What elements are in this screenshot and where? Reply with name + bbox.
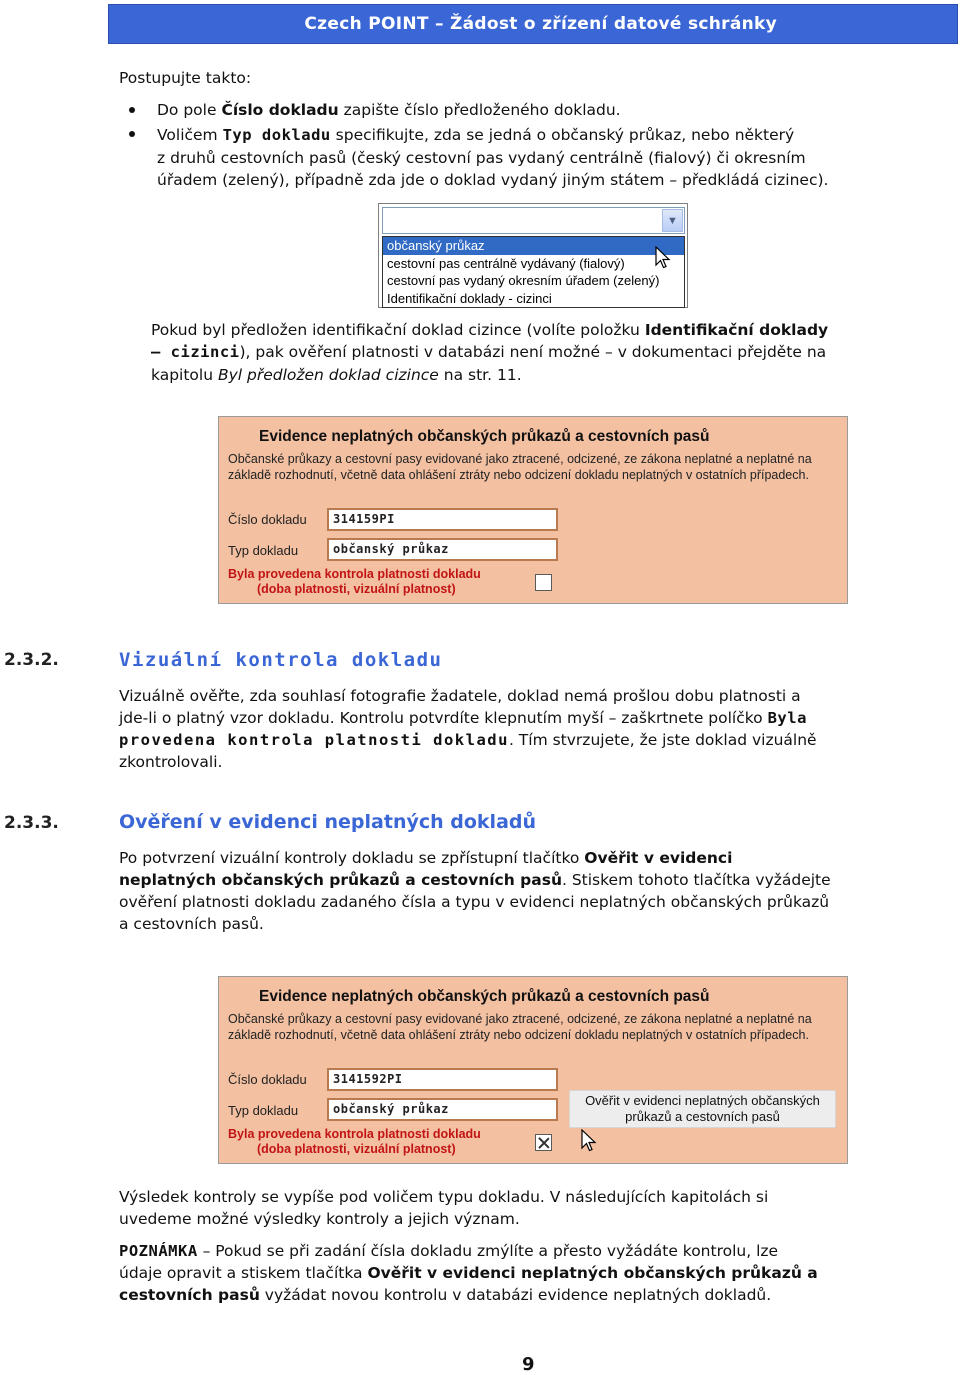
foreign-note-line1: Pokud byl předložen identifikační doklad cizince (volíte položku Identifikační doklady xyxy=(151,321,829,339)
intro-bullet-2: Voličem Typ dokladu specifikujte, zda se jedná o občanský průkaz, nebo některý xyxy=(157,126,795,144)
foreign-note-line3: kapitolu Byl předložen doklad cizince na str. 11. xyxy=(151,366,522,384)
mouse-cursor-icon xyxy=(581,1129,597,1153)
validity-checkbox-checked[interactable] xyxy=(535,1134,552,1151)
section233-line1: Po potvrzení vizuální kontroly dokladu se zpřístupní tlačítko Ověřit v evidenci xyxy=(119,849,733,867)
evidence-form-panel-1 xyxy=(218,416,848,604)
page-number: 9 xyxy=(522,1354,535,1375)
doc-type-select[interactable]: občanský průkaz xyxy=(327,1098,558,1121)
note-line1: POZNÁMKA – Pokud se při zadání čísla dokladu zmýlíte a přesto vyžádáte kontrolu, lze xyxy=(119,1242,779,1260)
section-number: 2.3.2. xyxy=(4,650,59,670)
note-line3: cestovních pasů vyžádat novou kontrolu v databázi evidence neplatných dokladů. xyxy=(119,1286,772,1304)
doc-number-input[interactable]: 314159PI xyxy=(327,508,558,531)
validity-check-label-line2: (doba platnosti, vizuální platnost) xyxy=(257,1142,456,1156)
result-line1: Výsledek kontroly se vypíše pod voličem typu dokladu. V následujících kapitolách si xyxy=(119,1188,769,1206)
section-title: Vizuální kontrola dokladu xyxy=(119,649,443,671)
doc-type-label: Typ dokladu xyxy=(228,543,299,558)
evidence-form-panel-2 xyxy=(218,976,848,1164)
validity-check-label-line1: Byla provedena kontrola platnosti dokladu xyxy=(228,567,481,581)
bullet-dot xyxy=(129,131,135,137)
option-item[interactable]: cestovní pas vydaný okresním úřadem (zelený) xyxy=(387,273,660,288)
mouse-cursor-icon xyxy=(655,246,671,270)
chevron-down-icon[interactable]: ▼ xyxy=(662,209,683,232)
doc-type-dropdown-screenshot xyxy=(378,203,688,308)
doc-number-label: Číslo dokladu xyxy=(228,512,307,527)
validity-check-label-line1: Byla provedena kontrola platnosti dokladu xyxy=(228,1127,481,1141)
intro-lead: Postupujte takto: xyxy=(119,69,252,87)
option-item[interactable]: Identifikační doklady - cizinci xyxy=(387,290,552,306)
section232-line3: provedena kontrola platnosti dokladu. Tím stvrzujete, že jste doklad vizuálně xyxy=(119,731,817,749)
section-number: 2.3.3. xyxy=(4,813,59,833)
panel-description: Občanské průkazy a cestovní pasy evidované jako ztracené, odcizené, ze zákona neplatné a neplatné na základě rozhodnutí, včetně data ohlášení ztráty nebo odcizení dokladu neplatných v ostatních případech. xyxy=(228,452,812,482)
doc-type-label: Typ dokladu xyxy=(228,1103,299,1118)
intro-bullet-2-line3: úřadem (zelený), případně zda jde o doklad vydaný jiným státem – předkládá cizinec). xyxy=(157,171,829,189)
section232-line2: jde-li o platný vzor dokladu. Kontrolu potvrdíte klepnutím myší – zaškrtnete políčko Byla xyxy=(119,709,807,727)
doc-type-options xyxy=(382,236,685,308)
panel-title: Evidence neplatných občanských průkazů a cestovních pasů xyxy=(259,428,710,445)
foreign-note-line2: – cizinci), pak ověření platnosti v databázi není možné – v dokumentaci přejděte na xyxy=(151,343,827,361)
section232-line1: Vizuálně ověřte, zda souhlasí fotografie žadatele, doklad nemá prošlou dobu platnosti a xyxy=(119,687,801,705)
verify-in-registry-button[interactable]: Ověřit v evidenci neplatných občanských průkazů a cestovních pasů xyxy=(569,1090,836,1128)
section232-line4: zkontrolovali. xyxy=(119,753,223,771)
section233-line2: neplatných občanských průkazů a cestovních pasů. Stiskem tohoto tlačítka vyžádejte xyxy=(119,871,831,889)
page-header xyxy=(108,4,958,44)
intro-bullet-1: Do pole Číslo dokladu zapište číslo předloženého dokladu. xyxy=(157,101,621,119)
note-label: POZNÁMKA xyxy=(119,1242,198,1260)
section233-line3: ověření platnosti dokladu zadaného čísla a typu v evidenci neplatných občanských průkazů xyxy=(119,893,830,911)
intro-bullet-2-line2: z druhů cestovních pasů (český cestovní pas vydaný centrálně (fialový) či okresním xyxy=(157,149,806,167)
doc-type-select[interactable]: občanský průkaz xyxy=(327,538,558,561)
validity-check-label-line2: (doba platnosti, vizuální platnost) xyxy=(257,582,456,596)
option-item[interactable]: cestovní pas centrálně vydávaný (fialový) xyxy=(387,255,625,271)
section-title: Ověření v evidenci neplatných dokladů xyxy=(119,811,537,833)
validity-checkbox[interactable] xyxy=(535,574,552,591)
panel-title: Evidence neplatných občanských průkazů a cestovních pasů xyxy=(259,988,710,1005)
note-line2: údaje opravit a stiskem tlačítka Ověřit v evidenci neplatných občanských průkazů a xyxy=(119,1264,818,1282)
doc-number-label: Číslo dokladu xyxy=(228,1072,307,1087)
panel-description: Občanské průkazy a cestovní pasy evidované jako ztracené, odcizené, ze zákona neplatné a neplatné na základě rozhodnutí, včetně data ohlášení ztráty nebo odcizení dokladu neplatných v ostatních případech. xyxy=(228,1012,812,1042)
doc-number-input[interactable]: 3141592PI xyxy=(327,1068,558,1091)
header-title: Czech POINT – Žádost o zřízení datové schránky xyxy=(304,14,777,34)
result-line2: uvedeme možné výsledky kontroly a jejich význam. xyxy=(119,1210,520,1228)
bullet-dot xyxy=(129,107,135,113)
section233-line4: a cestovních pasů. xyxy=(119,915,264,933)
option-item[interactable]: občanský průkaz xyxy=(383,237,684,255)
doc-type-select[interactable] xyxy=(382,207,685,234)
